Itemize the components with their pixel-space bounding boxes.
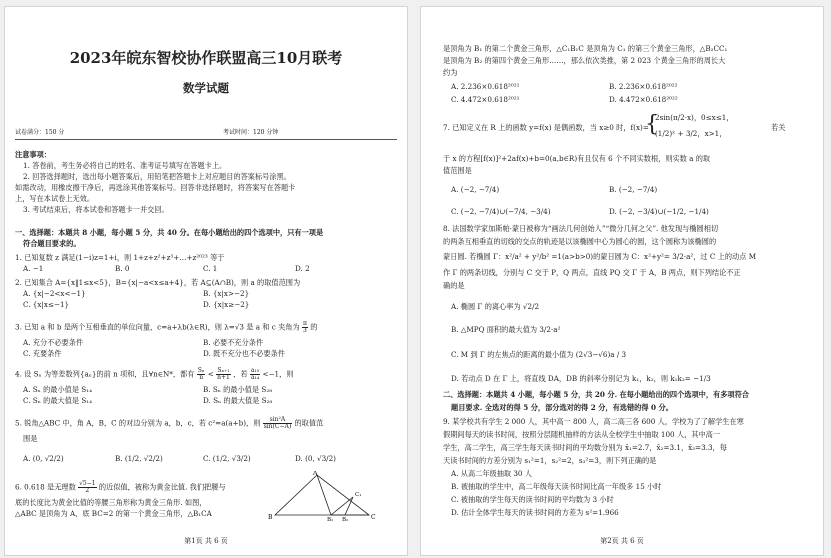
notice-title: 注意事项：	[15, 150, 51, 159]
section1-heading-cont: 符合题目要求的。	[23, 239, 81, 248]
q6-option-c: C. 4.472×0.618²⁰²¹	[451, 95, 520, 104]
q5-option-b: B. (1/2, √2/2)	[115, 454, 163, 463]
q7-stem-d: 值范围是	[443, 166, 472, 175]
q4-option-b: B. Sₙ 的最小值是 S₂₈	[203, 385, 273, 394]
q1-option-d: D. 2	[295, 264, 310, 273]
q4-stem: 4. 设 Sₙ 为等差数列{aₙ}的前 n 项和，且∀n∈N*，都有 $\frac{\text{Sₙ}}{n}$ < $\frac{\text{Sₙ₊₁}}{n+1}$ ，若 $\frac{\text{a₁₅}}{\text{a₁₄}}$ <−1，则	[15, 367, 294, 381]
segment-b1-c1	[331, 497, 353, 515]
q2-option-d: D. {x|x≥−2}	[203, 300, 250, 309]
page-1-footer: 第1页 共 6 页	[184, 537, 228, 545]
q9-option-d: D. 估计全体学生每天的读书时间的方差为 s²=1.966	[451, 508, 619, 517]
q9-stem-4: 天读书时间的方差分别为 s₁²=1，s₂²=2，s₃²=3，则下列正确的是	[443, 456, 657, 465]
q4-option-d: D. Sₙ 的最大值是 S₂₈	[203, 396, 273, 405]
q6-stem-2: 底的长度比为黄金比值的等腰三角形称为黄金三角形. 如图，	[15, 498, 207, 507]
q6-fraction: $\frac{√5-1}{2}$	[79, 480, 96, 494]
q7-option-b: B. (−2, −7/4)	[609, 185, 658, 194]
q8-stem-2: 的两条互相垂直的切线的交点的轨迹是以该椭圆中心为圆心的圆，这个圆称为该椭圆的	[443, 237, 717, 246]
notice-2-cont: 如需改动，用橡皮擦干净后，再选涂其他答案标号。回答非选择题时，将答案写在答题卡	[15, 183, 296, 192]
q7-stem-b: 若关	[771, 123, 786, 132]
q7-case-1: 2sin(π/2·x)，0≤x≤1，	[655, 113, 734, 122]
q2-option-b: B. {x|x>−2}	[203, 289, 250, 298]
q6-cont-1: 是顶角为 B₁ 的第二个黄金三角形，△C₁B₁C 是顶角为 C₁ 的第三个黄金三角形，△B₂CC₁	[443, 44, 728, 53]
q8-option-b: B. △MPQ 面积的最大值为 3/2·a²	[451, 325, 561, 334]
q4-option-a: A. Sₙ 的最小值是 S₁₄	[23, 385, 92, 394]
segment-b1-a	[317, 475, 331, 515]
label-c: C	[371, 514, 376, 521]
section1-heading: 一、选择题：本题共 8 小题，每小题 5 分，共 40 分。在每小题给出的四个选项中，只有一项是	[15, 228, 324, 237]
q3-option-a: A. 充分不必要条件	[23, 338, 84, 347]
q9-option-b: B. 被抽取的学生中，高二年级每天读书时间比高一年级多 15 小时	[451, 482, 662, 491]
q7-option-a: A. (−2, −7/4)	[451, 185, 500, 194]
q8-stem-4: 作 Γ 的两条切线，分别与 C 交于 P，Q 两点，直线 PQ 交 Γ 于 A，B 两点，则下列结论不正	[443, 268, 741, 277]
q1-option-c: C. 1	[203, 264, 218, 273]
q6-option-b: B. 2.236×0.618²⁰²²	[609, 82, 678, 91]
q7-case-2: (1/2)ˣ + 3/2，x>1，	[655, 129, 727, 138]
notice-3: 3. 考试结束后，将本试卷和答题卡一并交回。	[23, 205, 169, 214]
full-score: 试卷满分：150 分	[15, 129, 65, 136]
exam-time: 考试时间：120 分钟	[223, 129, 279, 136]
q6-cont-3: 约为	[443, 68, 458, 77]
label-b1: B₁	[327, 517, 334, 521]
q8-stem-5: 确的是	[443, 281, 465, 290]
q9-stem-1: 9. 某学校共有学生 2 000 人，其中高一 800 人，高二高三各 600 人，学校为了了解学生在寒	[443, 417, 744, 426]
golden-triangle-figure	[267, 471, 395, 521]
q6-option-d: D. 4.472×0.618²⁰²²	[609, 95, 678, 104]
q9-option-c: C. 被抽取的学生每天的读书时间的平均数为 3 小时	[451, 495, 614, 504]
q7-brace: {	[645, 112, 659, 137]
q4-fraction-1: $\frac{\text{Sₙ}}{n}$	[197, 367, 205, 381]
q8-option-c: C. M 到 Γ 的左焦点的距离的最小值为 (2√3−√6)a / 3	[451, 350, 627, 359]
q2-stem: 2. 已知集合 A={x‖1≤x<5}，B={x|−a<x≤a+4}，若 A⊆(A∩B)，则 a 的取值范围为	[15, 278, 301, 287]
q6-option-a: A. 2.236×0.618²⁰²¹	[451, 82, 520, 91]
q5-option-d: D. (0, √3/2)	[295, 454, 336, 463]
label-c1: C₁	[355, 492, 362, 498]
q3-option-b: B. 必要不充分条件	[203, 338, 264, 347]
q9-stem-3: 学生，高二学生，高三学生每天读书时间的平均数分别为 x̄₁=2.7，x̄₂=3.1，x̄₃=3.3，每	[443, 443, 727, 452]
label-a: A	[313, 471, 318, 477]
q3-option-d: D. 既不充分也不必要条件	[203, 349, 285, 358]
q3-option-c: C. 充要条件	[23, 349, 62, 358]
q6-cont-2: 是顶角为 B₂ 的第四个黄金三角形……，那么依次类推，第 2 023 个黄金三角形的周长大	[443, 56, 726, 65]
q5-fraction: $\frac{\text{sin²A}}{\sin(C-A)}$	[263, 416, 292, 430]
q4-fraction-2: $\frac{\text{Sₙ₊₁}}{n+1}$	[217, 367, 230, 381]
label-b: B	[268, 514, 273, 521]
q2-option-a: A. {x|−2<x<−1}	[23, 289, 86, 298]
q7-stem: 7. 已知定义在 R 上的函数 y=f(x) 是偶函数，当 x≥0 时，f(x)=	[443, 123, 649, 132]
q5-option-c: C. (1/2, √3/2)	[203, 454, 251, 463]
q6-stem: 6. 0.618 是无理数 $\frac{√5-1}{2}$ 的近似值，被称为黄金比值. 我们把腰与	[15, 480, 226, 494]
label-b2: B₂	[342, 517, 349, 521]
exam-page-1	[4, 6, 408, 556]
notice-2-cont2: 上，写在本试卷上无效。	[15, 194, 95, 203]
notice-2: 2. 回答选择题时，选出每小题答案后，用铅笔把答题卡上对应题目的答案标号涂黑。	[23, 172, 291, 181]
q7-option-c: C. (−2, −7/4)∪(−7/4, −3/4)	[451, 207, 551, 216]
exam-page-2	[420, 6, 824, 556]
notice-1: 1. 答卷前，考生务必将自己的姓名、准考证号填写在答题卡上。	[23, 161, 227, 170]
q9-stem-2: 假期间每天的读书时间，按照分层随机抽样的方法从全校学生中抽取 100 人，其中高一	[443, 430, 721, 439]
q1-stem: 1. 已知复数 z 满足(1−i)z=1+i，则 1+z+z²+z³+…+z²⁰²³ 等于	[15, 253, 225, 262]
q5-stem-cont: 围是	[23, 434, 38, 443]
page-2-footer: 第2页 共 6 页	[600, 537, 644, 545]
section2-heading: 二、选择题：本题共 4 小题，每小题 5 分，共 20 分. 在每小题给出的四个选项中，有多项符合	[443, 390, 749, 399]
q6-stem-3: △ABC 是顶角为 A，底 BC=2 的第一个黄金三角形，△B₁CA	[15, 509, 212, 518]
exam-subject: 数学试题	[183, 81, 229, 95]
q8-stem-1: 8. 法国数学家加斯帕·蒙日被称为“画法几何创始人”“微分几何之父”. 他发现与椭圆相切	[443, 224, 719, 233]
q3-fraction: $\frac{\pi}{3}$	[302, 320, 307, 334]
q5-option-a: A. (0, √2/2)	[23, 454, 64, 463]
q9-option-a: A. 从高二年级抽取 30 人	[451, 469, 532, 478]
header-rule	[15, 139, 397, 140]
q5-stem: 5. 锐角△ABC 中，角 A，B，C 的对边分别为 a，b，c，若 c²=a(a+b)，则 $\frac{\text{sin²A}}{\sin(C-A)}$ 的取值范	[15, 416, 324, 430]
exam-title: 2023年皖东智校协作联盟高三10月联考	[69, 49, 343, 67]
q2-option-c: C. {x|x≤−1}	[23, 300, 70, 309]
q7-option-d: D. (−2, −3/4)∪(−1/2, −1/4)	[609, 207, 709, 216]
q7-stem-c: 于 x 的方程[f(x)]²+2af(x)+b=0(a,b∈R)有且仅有 6 个不同实数根，则实数 a 的取	[443, 154, 711, 163]
q4-fraction-3: $\frac{\text{a₁₅}}{\text{a₁₄}}$	[250, 367, 260, 381]
q8-stem-3: 蒙日圆. 若椭圆 Γ：x²/a² + y²/b² =1(a>b>0)的蒙日圆为 C：x²+y²= 3/2·a²，过 C 上的动点 M	[443, 252, 757, 261]
q1-option-a: A. −1	[23, 264, 44, 273]
q8-option-d: D. 若动点 D 在 Γ 上，将直线 DA，DB 的斜率分别记为 k₁，k₂，则 k₁k₂= −1/3	[451, 374, 711, 383]
q8-option-a: A. 椭圆 Γ 的离心率为 √2/2	[451, 302, 540, 311]
q3-stem: 3. 已知 a 和 b 是两个互相垂直的单位向量，c=a+λb(λ∈R)，则 λ=√3 是 a 和 c 夹角为 $\frac{\pi}{3}$ 的	[15, 320, 318, 334]
section2-heading-cont: 题目要求. 全选对的得 5 分，部分选对的得 2 分，有选错的得 0 分。	[451, 403, 673, 412]
q4-option-c: C. Sₙ 的最大值是 S₁₄	[23, 396, 93, 405]
q1-option-b: B. 0	[115, 264, 130, 273]
